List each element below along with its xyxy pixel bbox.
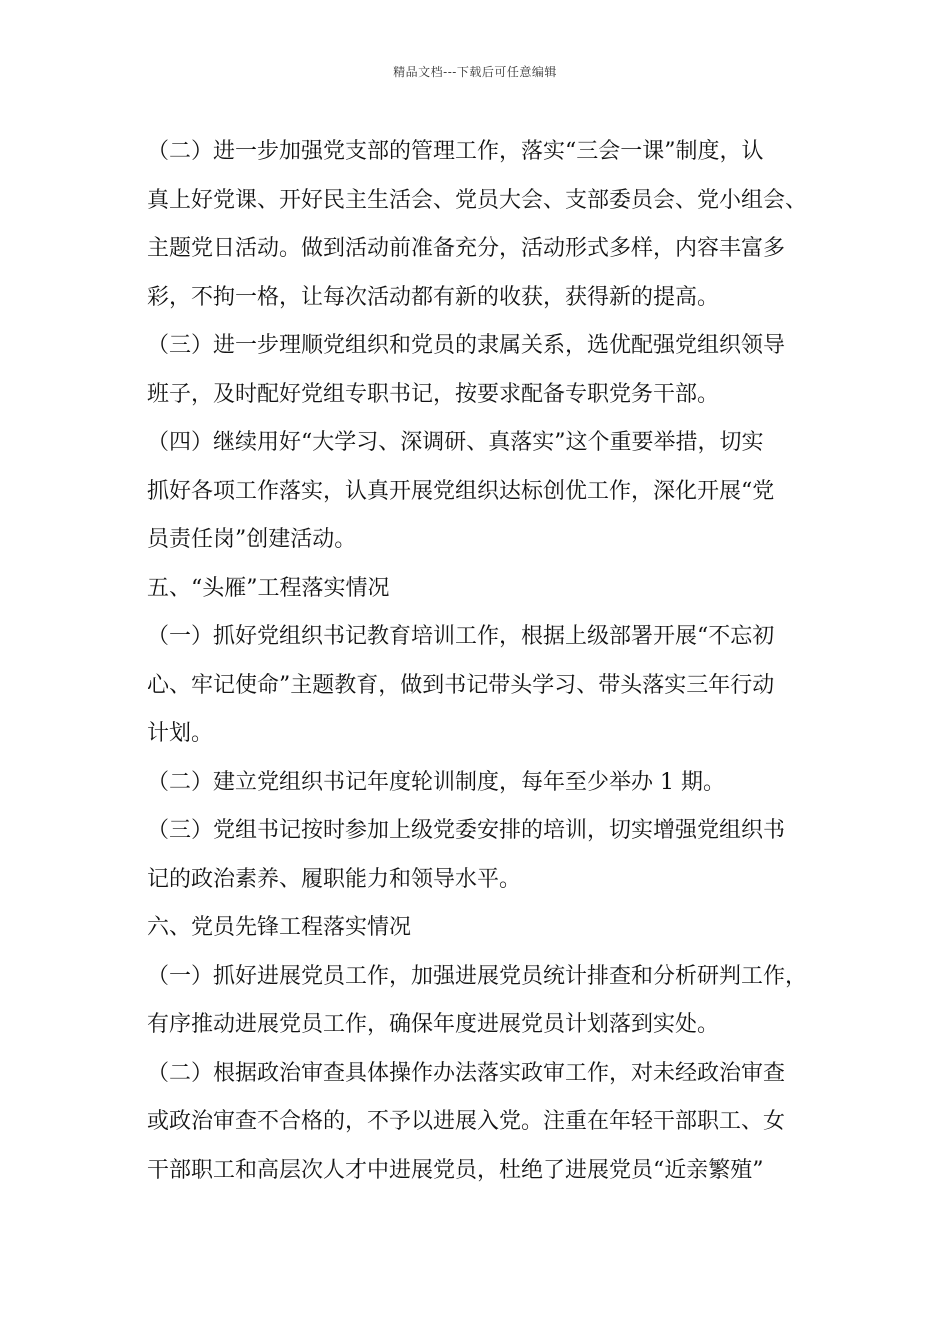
text-line: （一）抓好党组织书记教育培训工作，根据上级部署开展“不忘初 [147,624,775,649]
text-line: 员责任岗”创建活动。 [147,527,357,552]
text-line: （二）进一步加强党支部的管理工作，落实“三会一课”制度，认 [147,139,764,164]
text-line: （二）建立党组织书记年度轮训制度，每年至少举办 1 期。 [147,769,725,795]
text-line: 或政治审查不合格的，不予以进展入党。注重在年轻干部职工、女 [147,1109,786,1134]
text-line: 记的政治素养、履职能力和领导水平。 [147,866,522,892]
page-header: 精品文档---下载后可任意编辑 [393,65,557,79]
document-body [147,130,837,1197]
text-line: （二）根据政治审查具体操作办法落实政审工作，对未经政治审查 [147,1060,786,1086]
text-line: 干部职工和高层次人才中进展党员，杜绝了进展党员“近亲繁殖” [147,1157,764,1183]
text-line: 彩，不拘一格，让每次活动都有新的收获，获得新的提高。 [147,284,720,310]
text-line: 心、牢记使命”主题教育，做到书记带头学习、带头落实三年行动 [147,672,775,698]
text-line: 抓好各项工作落实，认真开展党组织达标创优工作，深化开展“党 [147,478,775,504]
text-line: 班子，及时配好党组专职书记，按要求配备专职党务干部。 [147,381,720,407]
text-line: 真上好党课、开好民主生活会、党员大会、支部委员会、党小组会、 [147,187,808,213]
text-line: （四）继续用好“大学习、深调研、真落实”这个重要举措，切实 [147,430,764,455]
section-heading: 五、“头雁”工程落实情况 [147,575,390,601]
text-line: （三）党组书记按时参加上级党委安排的培训，切实增强党组织书 [147,818,786,843]
text-line: 有序推动进展党员工作，确保年度进展党员计划落到实处。 [147,1012,720,1037]
text-line: （三）进一步理顺党组织和党员的隶属关系，选优配强党组织领导 [147,333,786,358]
section-heading: 六、党员先锋工程落实情况 [147,915,412,940]
text-line: 主题党日活动。做到活动前准备充分，活动形式多样，内容丰富多 [147,236,786,261]
text-line: （一）抓好进展党员工作，加强进展党员统计排查和分析研判工作， [147,963,808,989]
text-line: 计划。 [147,721,214,746]
